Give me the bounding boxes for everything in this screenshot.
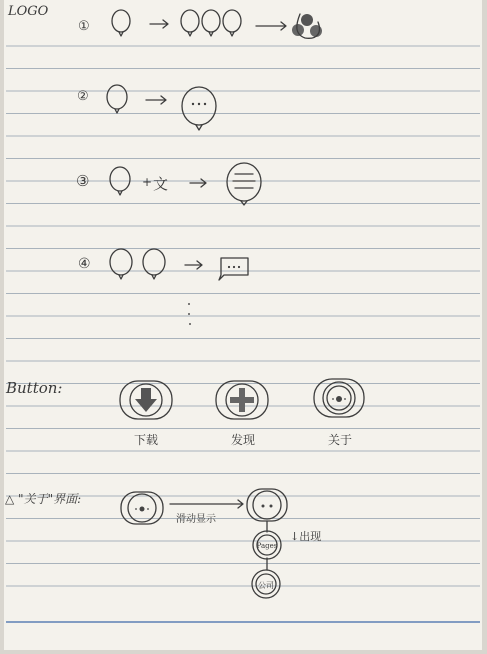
step-1-number: ① <box>78 19 90 34</box>
pages-chip-label: Pages <box>256 542 278 550</box>
company-chip-label: 公司 <box>258 581 274 590</box>
slide-label: 滑动显示 <box>176 514 216 525</box>
discover-label: 发现 <box>230 433 256 447</box>
company-chip[interactable] <box>252 570 280 598</box>
step-2-number: ② <box>77 89 89 104</box>
pages-chip[interactable] <box>253 531 281 559</box>
about-label: 关于 <box>327 433 353 447</box>
character-wen: 文 <box>153 175 169 193</box>
step-3-number: ③ <box>76 172 90 190</box>
paper-sheet <box>4 0 482 650</box>
appear-label: ↓出现 <box>290 530 322 543</box>
about-interface-heading: △ "关于"界面: <box>5 492 82 506</box>
logo-heading: LOGO <box>8 4 49 19</box>
step-4-number: ④ <box>78 256 91 272</box>
button-heading: Button: <box>6 379 63 397</box>
plus-sign: + <box>142 175 153 189</box>
download-label: 下载 <box>133 433 159 447</box>
